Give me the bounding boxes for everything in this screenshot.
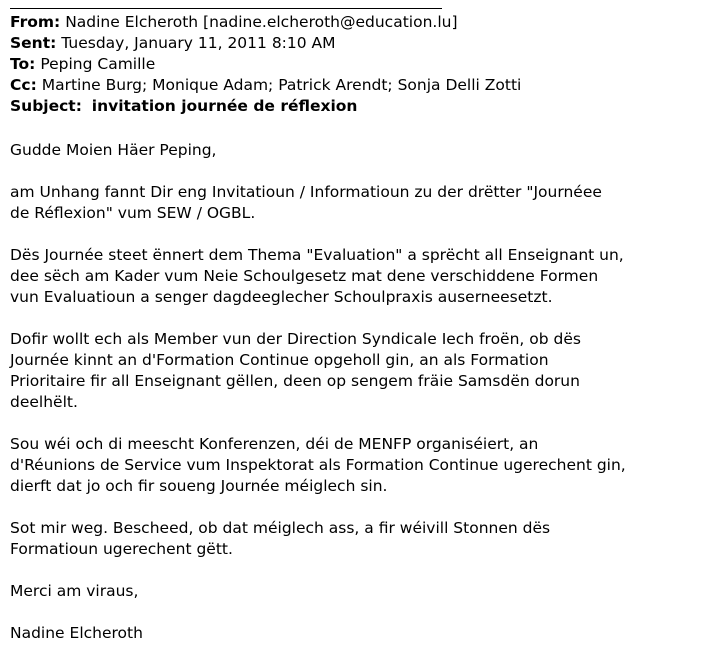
paragraph-1 <box>10 182 700 224</box>
cc-row <box>10 75 521 96</box>
paragraph-line: de Réflexion" vum SEW / OGBL. <box>10 204 256 222</box>
to-label: To: <box>10 55 36 73</box>
sent-row <box>10 33 521 54</box>
paragraph-line: Dës Journée steet ënnert dem Thema "Evaluation" a sprëcht all Enseignant un, <box>10 246 624 264</box>
from-value: Nadine Elcheroth [nadine.elcheroth@education.lu] <box>65 13 458 31</box>
paragraph-line: Prioritaire fir all Enseignant gëllen, deen op sengem fräie Samsdën dorun <box>10 372 580 390</box>
signature <box>10 623 700 644</box>
paragraph-line: dee sëch am Kader vum Neie Schoulgesetz mat dene verschiddene Formen <box>10 267 599 285</box>
paragraph-line: deelhëlt. <box>10 393 78 411</box>
paragraph-5 <box>10 518 700 560</box>
header-separator-line <box>10 8 442 9</box>
paragraph-line: vun Evaluatioun a senger dagdeeglecher Schoulpraxis auserneesetzt. <box>10 288 553 306</box>
paragraph-2 <box>10 245 700 308</box>
paragraph-line: Formatioun ugerechent gëtt. <box>10 540 233 558</box>
closing-line: Merci am viraus, <box>10 582 139 600</box>
greeting <box>10 140 700 161</box>
paragraph-4 <box>10 434 700 497</box>
from-label: From: <box>10 13 61 31</box>
paragraph-line: Journée kinnt an d'Formation Continue opgeholl gin, an als Formation <box>10 351 549 369</box>
paragraph-line: d'Réunions de Service vum Inspektorat als Formation Continue ugerechent gin, <box>10 456 626 474</box>
paragraph-line: am Unhang fannt Dir eng Invitatioun / Informatioun zu der drëtter "Journéee <box>10 183 602 201</box>
sent-value: Tuesday, January 11, 2011 8:10 AM <box>61 34 336 52</box>
cc-label: Cc: <box>10 76 37 94</box>
paragraph-line: dierft dat jo och fir soueng Journée méiglech sin. <box>10 477 388 495</box>
sent-label: Sent: <box>10 34 57 52</box>
to-row <box>10 54 521 75</box>
subject-label: Subject: <box>10 97 82 115</box>
subject-value: invitation journée de réflexion <box>91 97 358 115</box>
greeting-line: Gudde Moien Häer Peping, <box>10 141 217 159</box>
signature-name: Nadine Elcheroth <box>10 624 143 642</box>
closing <box>10 581 700 602</box>
to-value: Peping Camille <box>40 55 156 73</box>
paragraph-line: Sou wéi och di meescht Konferenzen, déi de MENFP organiséiert, an <box>10 435 539 453</box>
email-header <box>10 12 521 117</box>
from-row <box>10 12 521 33</box>
subject-row <box>10 96 521 117</box>
cc-value: Martine Burg; Monique Adam; Patrick Arendt; Sonja Delli Zotti <box>41 76 522 94</box>
paragraph-line: Dofir wollt ech als Member vun der Direction Syndicale Iech froën, ob dës <box>10 330 581 348</box>
paragraph-line: Sot mir weg. Bescheed, ob dat méiglech ass, a fir wéivill Stonnen dës <box>10 519 551 537</box>
email-body <box>10 140 700 665</box>
paragraph-3 <box>10 329 700 413</box>
